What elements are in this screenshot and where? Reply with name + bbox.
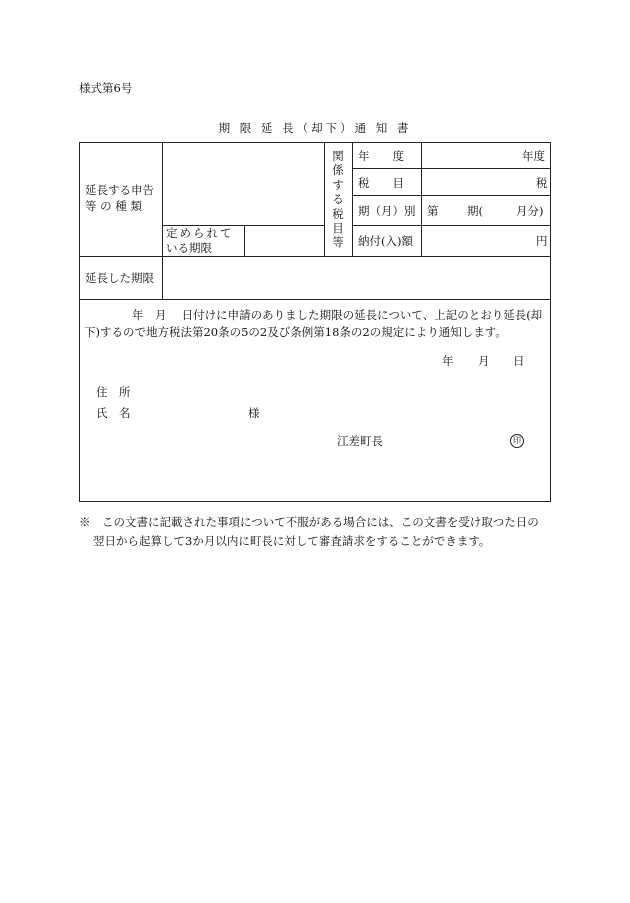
extended-deadline-label: 延長した期限: [85, 271, 154, 285]
footnote-line: 翌日から起算して3か月以内に町長に対して審査請求をすることができます。: [93, 534, 491, 548]
period-label: 期（月）別: [358, 204, 416, 218]
notice-form-table: [79, 142, 551, 502]
column-divider: [162, 143, 163, 299]
column-divider: [352, 143, 353, 256]
address-label: 住 所: [96, 385, 131, 399]
tax-item-label: 税 目: [358, 176, 404, 190]
fiscal-year-value: 年度: [522, 149, 545, 163]
payment-amount-label: 納付(入)額: [358, 234, 413, 248]
payment-amount-value: 円: [536, 234, 548, 248]
seal-icon: 印: [510, 434, 524, 448]
row-divider: [80, 256, 550, 257]
issuer-name: 江差町長: [337, 434, 383, 448]
name-label: 氏 名: [96, 406, 131, 420]
notice-text: 下)するので地方税法第20条の5の2及び条例第18条の2の規定により通知します。: [84, 325, 507, 339]
tax-row-divider: [352, 168, 550, 169]
period-value-suffix: 月分): [516, 204, 544, 218]
row-divider: [80, 299, 550, 300]
period-value-prefix: 第: [427, 204, 439, 218]
deadline-label: 定められて: [166, 226, 234, 240]
issue-date-year: 年: [442, 354, 454, 368]
column-divider: [244, 225, 245, 256]
deadline-label: いる期限: [166, 241, 212, 255]
issue-date-month: 月: [478, 354, 490, 368]
honorific: 様: [248, 406, 260, 420]
filing-type-label: 等 の 種 類: [85, 199, 142, 213]
column-divider: [421, 143, 422, 256]
footnote-line: ※ この文書に記載された事項について不服がある場合には、この文書を受け取つた日の: [79, 515, 539, 529]
issue-date-day: 日: [513, 354, 525, 368]
appeal-footnote: [79, 513, 539, 551]
related-tax-label: 関係する税目等: [332, 149, 344, 250]
tax-row-divider: [352, 225, 550, 226]
filing-type-label: 延長する申告: [85, 183, 154, 197]
document-title: 期 限 延 長（却下）通 知 書: [218, 121, 412, 135]
tax-item-value: 税: [536, 176, 548, 190]
tax-row-divider: [352, 195, 550, 196]
form-number: 様式第6号: [79, 81, 133, 95]
period-value-mid: 期(: [467, 204, 483, 218]
column-divider: [324, 143, 325, 256]
fiscal-year-label: 年 度: [358, 149, 404, 163]
notice-text: 年 月 日付けに申請のありました期限の延長について、上記のとおり延長(却: [132, 308, 543, 322]
